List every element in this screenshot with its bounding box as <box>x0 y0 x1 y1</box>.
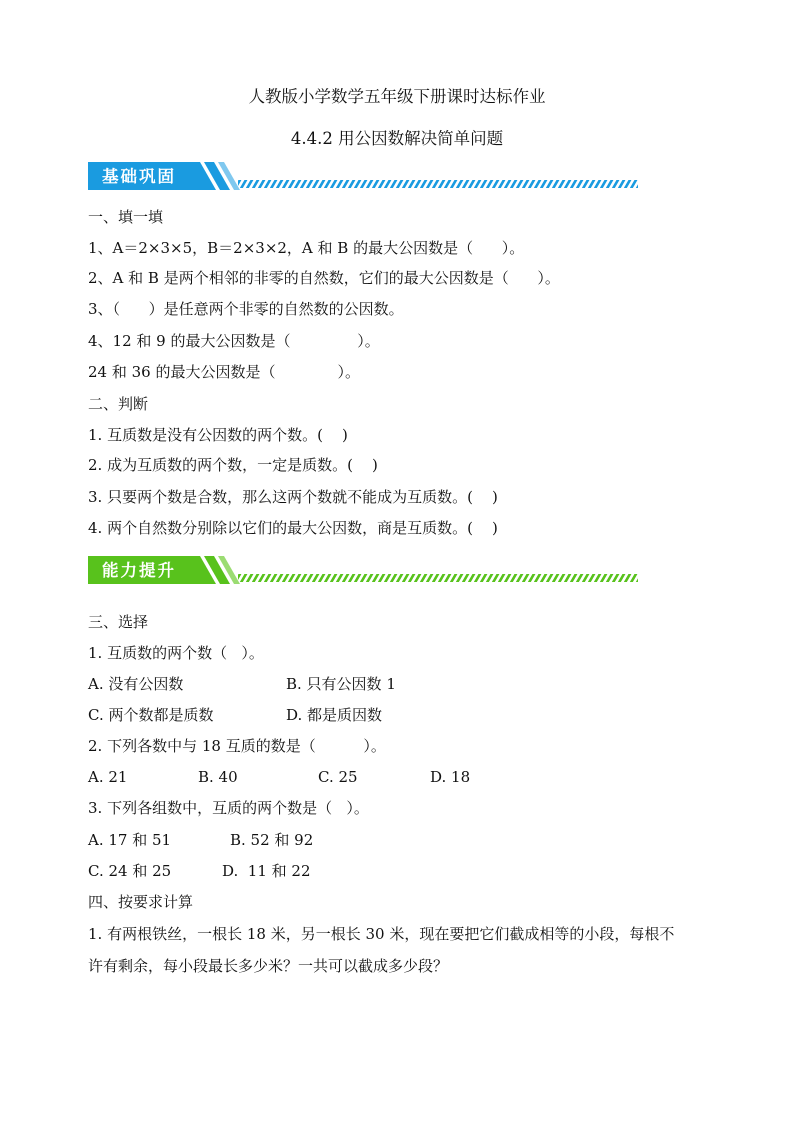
list-item: 4. 两个自然数分别除以它们的最大公因数，商是互质数。( ) <box>88 519 498 537</box>
option-b: B. 52 和 92 <box>230 831 314 849</box>
lesson-subtitle: 4.4.2 用公因数解决简单问题 <box>290 129 504 148</box>
document-title: 人教版小学数学五年级下册课时达标作业 <box>248 87 546 106</box>
option-c: C. 25 <box>318 768 358 786</box>
section-heading: 二、判断 <box>88 395 149 413</box>
section-heading: 一、填一填 <box>88 208 164 226</box>
list-item: 2. 成为互质数的两个数，一定是质数。( ) <box>88 456 378 474</box>
question-stem: 2. 下列各数中与 18 互质的数是（ ）。 <box>88 737 386 755</box>
option-c: C. 24 和 25 <box>88 862 172 880</box>
option-d: D. 11 和 22 <box>222 862 311 880</box>
problem-text-line-2: 许有剩余，每小段最长多少米？一共可以截成多少段？ <box>88 957 449 975</box>
option-a: A. 21 <box>88 768 128 786</box>
option-a: A. 17 和 51 <box>88 831 172 849</box>
banner-advanced <box>88 554 648 588</box>
list-item: 4、12 和 9 的最大公因数是（ ）。 <box>88 332 380 350</box>
question-stem: 1. 互质数的两个数（ ）。 <box>88 644 264 662</box>
banner-basic <box>88 160 648 194</box>
list-item: 1. 互质数是没有公因数的两个数。( ) <box>88 426 348 444</box>
question-stem: 3. 下列各组数中，互质的两个数是（ ）。 <box>88 799 369 817</box>
option-d: D. 都是质因数 <box>286 706 383 724</box>
section-heading: 三、选择 <box>88 613 149 631</box>
option-b: B. 只有公因数 1 <box>286 675 396 693</box>
section-heading: 四、按要求计算 <box>88 893 194 911</box>
problem-text-line-1: 1. 有两根铁丝，一根长 18 米，另一根长 30 米，现在要把它们截成相等的小段，每根不 <box>88 925 675 943</box>
list-item: 24 和 36 的最大公因数是（ ）。 <box>88 363 360 381</box>
option-b: B. 40 <box>198 768 238 786</box>
option-c: C. 两个数都是质数 <box>88 706 214 724</box>
banner-basic-label: 基础巩固 <box>102 167 176 186</box>
list-item: 3. 只要两个数是合数，那么这两个数就不能成为互质数。( ) <box>88 488 498 506</box>
option-d: D. 18 <box>430 768 471 786</box>
list-item: 2、A 和 B 是两个相邻的非零的自然数，它们的最大公因数是（ ）。 <box>88 269 560 287</box>
banner-advanced-label: 能力提升 <box>102 561 176 580</box>
list-item: 1、A＝2×3×5，B＝2×3×2，A 和 B 的最大公因数是（ ）。 <box>88 239 525 257</box>
list-item: 3、（ ）是任意两个非零的自然数的公因数。 <box>88 300 404 318</box>
option-a: A. 没有公因数 <box>88 675 184 693</box>
